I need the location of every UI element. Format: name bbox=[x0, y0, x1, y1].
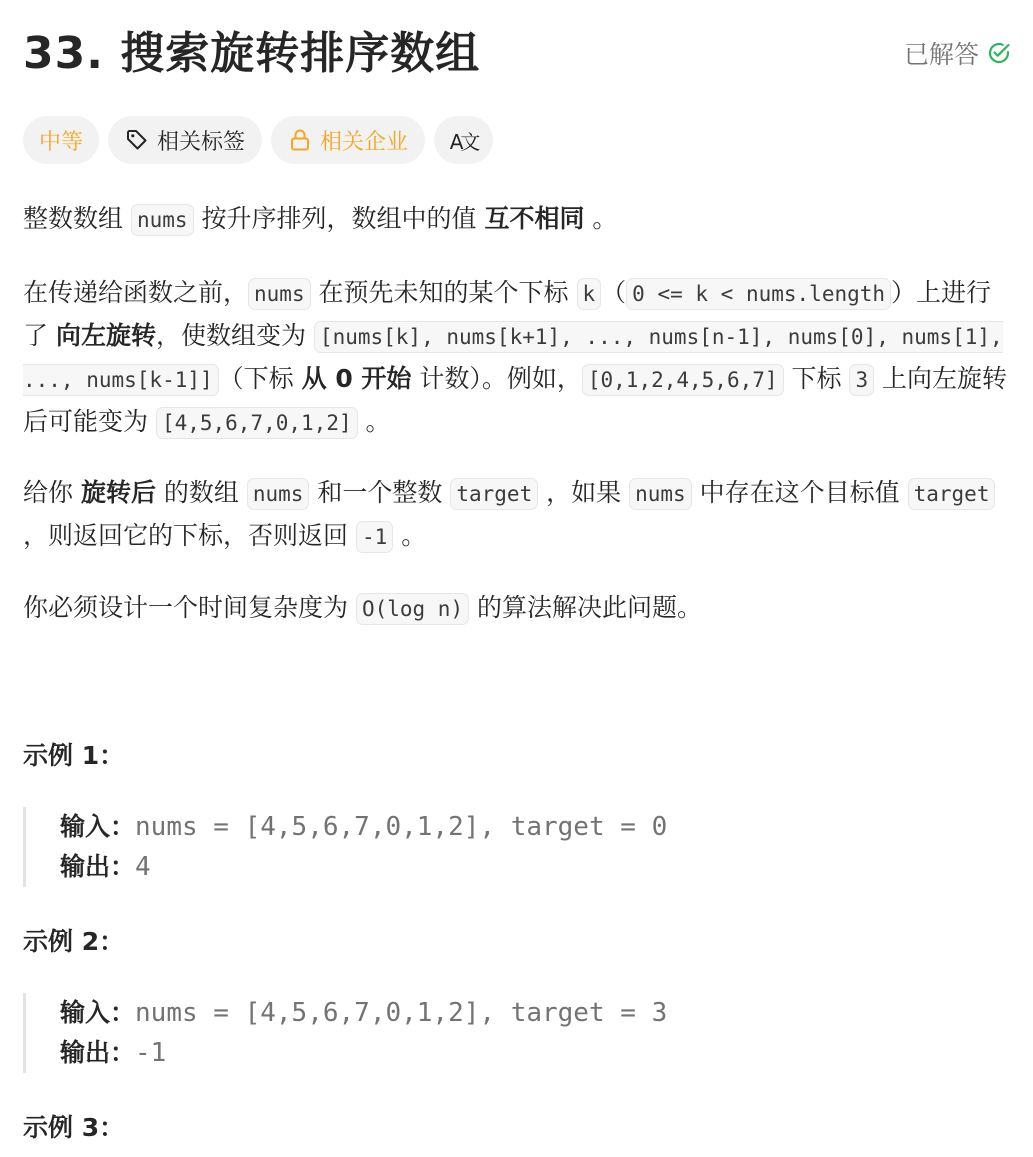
text: 的算法解决此问题。 bbox=[469, 593, 703, 622]
inline-code: O(log n) bbox=[356, 593, 469, 625]
example-output-line bbox=[60, 1033, 923, 1073]
inline-code: [4,5,6,7,0,1,2] bbox=[156, 407, 358, 439]
text: 整数数组 bbox=[23, 204, 131, 233]
description-paragraph-3 bbox=[23, 472, 1013, 558]
inline-code: 3 bbox=[849, 364, 874, 396]
title-row bbox=[23, 24, 1011, 84]
text: 按升序排列，数组中的值 bbox=[193, 204, 485, 233]
text: 的数组 bbox=[155, 478, 247, 507]
inline-code: [0,1,2,4,5,6,7] bbox=[582, 364, 784, 396]
inline-code: k bbox=[577, 278, 602, 310]
inline-code: target bbox=[908, 478, 996, 510]
output-value: 4 bbox=[135, 852, 151, 882]
description-paragraph-1 bbox=[23, 198, 1013, 241]
translate-icon: A文 bbox=[449, 129, 478, 154]
text: ，使数组变为 bbox=[155, 321, 314, 350]
description-paragraph-2 bbox=[23, 272, 1013, 444]
solved-status bbox=[904, 36, 1011, 70]
text: （ bbox=[601, 278, 627, 307]
text: 和一个整数 bbox=[309, 478, 451, 507]
related-topics-label: 相关标签 bbox=[157, 129, 246, 155]
text: 计数）。例如， bbox=[411, 364, 582, 393]
output-value: -1 bbox=[135, 1038, 167, 1068]
related-companies-label: 相关企业 bbox=[320, 129, 409, 155]
tags-row bbox=[23, 116, 493, 164]
example-input-line bbox=[60, 993, 923, 1033]
solved-label: 已解答 bbox=[903, 40, 979, 69]
check-circle-icon bbox=[987, 41, 1011, 65]
inline-code: nums bbox=[247, 478, 310, 510]
input-value: nums = [4,5,6,7,0,1,2], target = 3 bbox=[135, 998, 668, 1028]
text: ）上进行了 bbox=[23, 278, 992, 350]
bold-text: 向左旋转 bbox=[55, 321, 156, 350]
related-topics-button[interactable] bbox=[108, 116, 262, 164]
example-1-block bbox=[23, 807, 923, 887]
output-label: 输出： bbox=[60, 852, 136, 881]
example-3-title: 示例 3： bbox=[23, 1113, 125, 1142]
text: 给你 bbox=[23, 478, 81, 507]
input-label: 输入： bbox=[60, 998, 136, 1027]
inline-code: target bbox=[450, 478, 538, 510]
input-label: 输入： bbox=[60, 812, 136, 841]
text: 下标 bbox=[783, 364, 850, 393]
difficulty-badge: 中等 bbox=[23, 116, 99, 164]
text: ，如果 bbox=[538, 478, 630, 507]
translate-button[interactable] bbox=[434, 116, 493, 164]
text: 。 bbox=[357, 407, 391, 436]
bold-text: 从 0 开始 bbox=[301, 364, 412, 393]
problem-title[interactable]: 33. 搜索旋转排序数组 bbox=[23, 28, 481, 79]
text: ，则返回它的下标，否则返回 bbox=[23, 521, 356, 550]
input-value: nums = [4,5,6,7,0,1,2], target = 0 bbox=[135, 812, 668, 842]
example-2-block bbox=[23, 993, 923, 1073]
bold-text: 旋转后 bbox=[80, 478, 156, 507]
text: 在传递给函数之前， bbox=[23, 278, 249, 307]
related-companies-button[interactable] bbox=[271, 116, 425, 164]
inline-code: -1 bbox=[356, 521, 393, 553]
example-2-title: 示例 2： bbox=[23, 927, 125, 956]
lock-icon bbox=[288, 128, 312, 152]
example-input-line bbox=[60, 807, 923, 847]
text: 你必须设计一个时间复杂度为 bbox=[23, 593, 356, 622]
inline-code: nums bbox=[248, 278, 311, 310]
output-label: 输出： bbox=[60, 1038, 136, 1067]
inline-code: [nums[k], nums[k+1], ..., nums[n-1], nums[0], nums[1], ..., nums[k-1]] bbox=[23, 321, 1003, 396]
text: 中存在这个目标值 bbox=[691, 478, 908, 507]
example-1-title: 示例 1： bbox=[23, 741, 125, 770]
text: 在预先未知的某个下标 bbox=[310, 278, 577, 307]
text: 。 bbox=[393, 521, 427, 550]
tag-icon bbox=[125, 128, 149, 152]
text: （下标 bbox=[218, 364, 302, 393]
inline-code: nums bbox=[629, 478, 692, 510]
example-output-line bbox=[60, 847, 923, 887]
inline-code: nums bbox=[131, 204, 194, 236]
description-paragraph-4 bbox=[23, 587, 1013, 630]
text: 。 bbox=[584, 204, 618, 233]
inline-code: 0 <= k < nums.length bbox=[626, 278, 891, 310]
bold-text: 互不相同 bbox=[484, 204, 585, 233]
text: 上向左旋转后可能变为 bbox=[23, 364, 1008, 436]
